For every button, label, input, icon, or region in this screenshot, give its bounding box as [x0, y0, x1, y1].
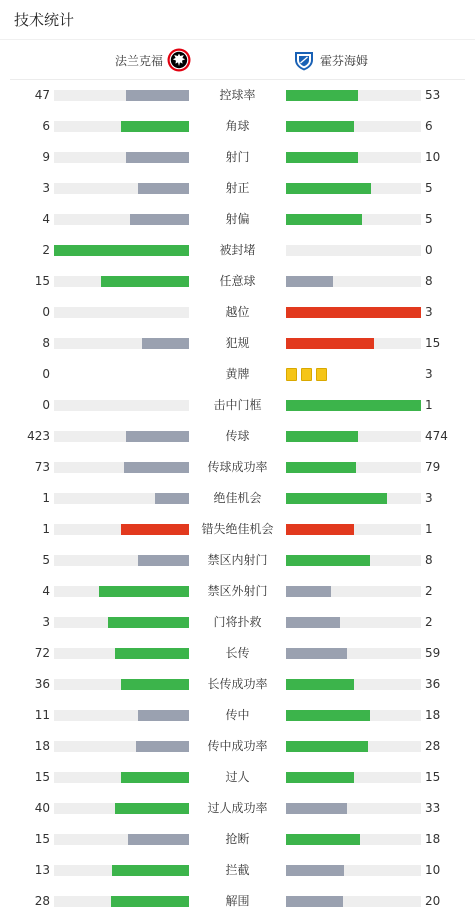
away-bar-fill [286, 803, 347, 814]
stat-row [0, 266, 475, 297]
home-value: 40 [34, 801, 50, 815]
away-bar-track [286, 896, 421, 907]
away-bar-track [286, 710, 421, 721]
stat-label: 解围 [225, 894, 250, 908]
away-bar-fill [286, 214, 362, 225]
away-bar-fill [286, 183, 371, 194]
home-value: 28 [34, 894, 50, 908]
away-bar-fill [286, 152, 358, 163]
away-bar-fill [286, 617, 340, 628]
home-bar-track [54, 679, 189, 690]
home-bar-track [54, 121, 189, 132]
stat-row [0, 142, 475, 173]
home-bar-fill [126, 431, 189, 442]
stat-label: 过人 [225, 770, 250, 784]
stat-row [0, 328, 475, 359]
home-bar-track [54, 307, 189, 318]
away-bar-track [286, 338, 421, 349]
home-bar-fill [138, 555, 189, 566]
home-bar-track [54, 772, 189, 783]
away-value: 5 [425, 181, 433, 195]
away-team-name: 霍芬海姆 [320, 53, 369, 68]
home-bar-fill [121, 772, 189, 783]
away-bar-track [286, 214, 421, 225]
away-yellow-cards [286, 368, 327, 381]
home-bar-track [54, 617, 189, 628]
home-bar-track [54, 431, 189, 442]
home-bar-fill [130, 214, 189, 225]
stat-label: 任意球 [219, 274, 256, 288]
stats-list [0, 80, 475, 917]
yellow-card-icon [316, 368, 327, 381]
away-bar-fill [286, 555, 370, 566]
home-value: 11 [34, 708, 50, 722]
stat-label: 黄牌 [225, 367, 250, 381]
away-bar-track [286, 803, 421, 814]
stat-row [0, 855, 475, 886]
away-bar-fill [286, 679, 354, 690]
away-value: 33 [425, 801, 441, 815]
away-bar-track [286, 679, 421, 690]
stat-label: 被封堵 [219, 243, 256, 257]
away-bar-track [286, 462, 421, 473]
away-value: 3 [425, 367, 433, 381]
away-bar-fill [286, 462, 356, 473]
away-bar-track [286, 493, 421, 504]
hoffenheim-logo-icon [292, 48, 316, 72]
home-value: 1 [42, 522, 50, 536]
stat-label: 传中成功率 [207, 739, 268, 753]
away-value: 10 [425, 863, 441, 877]
stat-label: 传中 [225, 708, 250, 722]
away-value: 8 [425, 553, 433, 567]
home-bar-fill [128, 834, 189, 845]
away-bar-track [286, 834, 421, 845]
home-bar-track [54, 865, 189, 876]
home-bar-fill [101, 276, 189, 287]
away-bar-track [286, 90, 421, 101]
away-value: 6 [425, 119, 433, 133]
home-value: 72 [34, 646, 50, 660]
stat-row [0, 80, 475, 111]
away-value: 10 [425, 150, 441, 164]
home-value: 18 [34, 739, 50, 753]
home-bar-track [54, 896, 189, 907]
home-team-name: 法兰克福 [114, 53, 163, 68]
home-bar-fill [155, 493, 189, 504]
home-value: 423 [27, 429, 50, 443]
stat-label: 控球率 [219, 88, 256, 102]
stat-label: 抢断 [225, 832, 250, 846]
stat-label: 禁区内射门 [207, 553, 268, 567]
stat-row [0, 421, 475, 452]
away-bar-track [286, 307, 421, 318]
stat-row [0, 669, 475, 700]
home-bar-track [54, 710, 189, 721]
away-value: 18 [425, 832, 441, 846]
home-bar-track [54, 586, 189, 597]
away-bar-track [286, 245, 421, 256]
away-value: 5 [425, 212, 433, 226]
away-bar-track [286, 741, 421, 752]
home-bar-fill [136, 741, 189, 752]
stat-label: 射偏 [225, 212, 250, 226]
stat-label: 犯规 [225, 336, 250, 350]
stat-row [0, 359, 475, 390]
away-value: 3 [425, 305, 433, 319]
stat-label: 绝佳机会 [213, 491, 262, 505]
away-bar-track [286, 121, 421, 132]
away-bar-track [286, 648, 421, 659]
section-title: 技术统计 [14, 11, 75, 29]
home-bar-track [54, 183, 189, 194]
home-bar-track [54, 803, 189, 814]
stat-label: 越位 [225, 305, 250, 319]
stat-row [0, 762, 475, 793]
away-bar-fill [286, 586, 331, 597]
home-bar-fill [121, 121, 189, 132]
home-bar-track [54, 245, 189, 256]
home-bar-fill [115, 648, 189, 659]
away-bar-fill [286, 710, 370, 721]
stat-row [0, 204, 475, 235]
away-bar-fill [286, 121, 354, 132]
away-bar-fill [286, 741, 368, 752]
stat-row [0, 514, 475, 545]
stat-row [0, 111, 475, 142]
home-value: 73 [34, 460, 50, 474]
stat-row [0, 545, 475, 576]
stat-row [0, 700, 475, 731]
stat-label: 拦截 [225, 863, 250, 877]
home-bar-fill [142, 338, 189, 349]
yellow-card-icon [286, 368, 297, 381]
away-bar-track [286, 524, 421, 535]
stat-label: 击中门框 [213, 398, 262, 412]
away-bar-track [286, 586, 421, 597]
away-bar-track [286, 865, 421, 876]
home-bar-fill [121, 524, 189, 535]
home-value: 3 [42, 181, 50, 195]
home-value: 5 [42, 553, 50, 567]
away-value: 36 [425, 677, 441, 691]
home-bar-fill [115, 803, 189, 814]
home-bar-fill [124, 462, 189, 473]
away-value: 15 [425, 336, 441, 350]
home-value: 6 [42, 119, 50, 133]
stat-row [0, 731, 475, 762]
away-bar-track [286, 431, 421, 442]
home-bar-track [54, 90, 189, 101]
stat-label: 长传 [225, 646, 250, 660]
away-bar-fill [286, 772, 354, 783]
away-bar-fill [286, 524, 354, 535]
away-value: 15 [425, 770, 441, 784]
stat-row [0, 607, 475, 638]
stat-label: 射门 [225, 150, 250, 164]
home-bar-fill [121, 679, 189, 690]
away-value: 3 [425, 491, 433, 505]
stat-row [0, 390, 475, 421]
away-value: 79 [425, 460, 441, 474]
home-bar-fill [99, 586, 189, 597]
stat-label: 门将扑救 [213, 615, 262, 629]
away-bar-fill [286, 431, 358, 442]
stat-label: 角球 [225, 119, 250, 133]
home-value: 47 [34, 88, 50, 102]
home-bar-track [54, 834, 189, 845]
stat-label: 传球成功率 [207, 460, 268, 474]
away-bar-fill [286, 400, 421, 411]
stat-row [0, 576, 475, 607]
home-value: 36 [34, 677, 50, 691]
away-value: 28 [425, 739, 441, 753]
away-value: 474 [425, 429, 448, 443]
away-bar-fill [286, 338, 374, 349]
home-value: 8 [42, 336, 50, 350]
away-value: 2 [425, 615, 433, 629]
stat-row [0, 483, 475, 514]
away-value: 8 [425, 274, 433, 288]
away-bar-fill [286, 834, 360, 845]
away-team[interactable] [292, 48, 368, 72]
home-value: 4 [42, 584, 50, 598]
home-value: 13 [34, 863, 50, 877]
away-bar-fill [286, 90, 358, 101]
home-value: 15 [34, 832, 50, 846]
home-bar-track [54, 741, 189, 752]
stat-row [0, 235, 475, 266]
away-value: 20 [425, 894, 441, 908]
stat-row [0, 173, 475, 204]
home-value: 15 [34, 770, 50, 784]
away-bar-fill [286, 307, 421, 318]
stat-row [0, 793, 475, 824]
home-bar-fill [54, 245, 189, 256]
home-value: 9 [42, 150, 50, 164]
home-bar-track [54, 338, 189, 349]
teams-row [10, 40, 465, 80]
home-bar-track [54, 400, 189, 411]
home-bar-fill [138, 710, 189, 721]
away-bar-fill [286, 493, 387, 504]
away-bar-track [286, 400, 421, 411]
stat-label: 传球 [225, 429, 250, 443]
stat-label: 长传成功率 [207, 677, 268, 691]
home-bar-track [54, 524, 189, 535]
stat-label: 禁区外射门 [207, 584, 268, 598]
away-value: 0 [425, 243, 433, 257]
home-bar-track [54, 152, 189, 163]
away-bar-fill [286, 648, 347, 659]
away-value: 1 [425, 522, 433, 536]
away-value: 1 [425, 398, 433, 412]
away-value: 18 [425, 708, 441, 722]
stat-row [0, 297, 475, 328]
home-bar-fill [126, 152, 189, 163]
home-team[interactable] [115, 48, 191, 72]
home-value: 0 [42, 305, 50, 319]
away-bar-track [286, 183, 421, 194]
eintracht-frankfurt-eagle-logo-icon [167, 48, 191, 72]
away-bar-fill [286, 276, 333, 287]
stat-label: 错失绝佳机会 [201, 522, 274, 536]
stat-row [0, 452, 475, 483]
home-bar-fill [138, 183, 189, 194]
away-bar-fill [286, 865, 344, 876]
away-value: 2 [425, 584, 433, 598]
yellow-card-icon [301, 368, 312, 381]
stat-row [0, 886, 475, 917]
home-bar-track [54, 462, 189, 473]
away-bar-track [286, 555, 421, 566]
home-bar-track [54, 555, 189, 566]
home-bar-track [54, 648, 189, 659]
home-bar-fill [112, 865, 189, 876]
home-bar-track [54, 276, 189, 287]
home-bar-fill [108, 617, 189, 628]
stat-row [0, 638, 475, 669]
away-bar-track [286, 152, 421, 163]
home-value: 2 [42, 243, 50, 257]
home-value: 3 [42, 615, 50, 629]
stat-row [0, 824, 475, 855]
home-value: 15 [34, 274, 50, 288]
away-value: 53 [425, 88, 441, 102]
home-bar-track [54, 493, 189, 504]
home-value: 0 [42, 398, 50, 412]
home-bar-fill [126, 90, 189, 101]
away-bar-track [286, 276, 421, 287]
home-bar-fill [111, 896, 189, 907]
home-value: 4 [42, 212, 50, 226]
away-bar-track [286, 617, 421, 628]
home-value: 0 [42, 367, 50, 381]
stat-label: 过人成功率 [207, 801, 268, 815]
home-bar-track [54, 214, 189, 225]
away-bar-track [286, 772, 421, 783]
home-value: 1 [42, 491, 50, 505]
stat-label: 射正 [225, 181, 250, 195]
section-header [0, 0, 475, 40]
away-value: 59 [425, 646, 441, 660]
away-bar-fill [286, 896, 343, 907]
